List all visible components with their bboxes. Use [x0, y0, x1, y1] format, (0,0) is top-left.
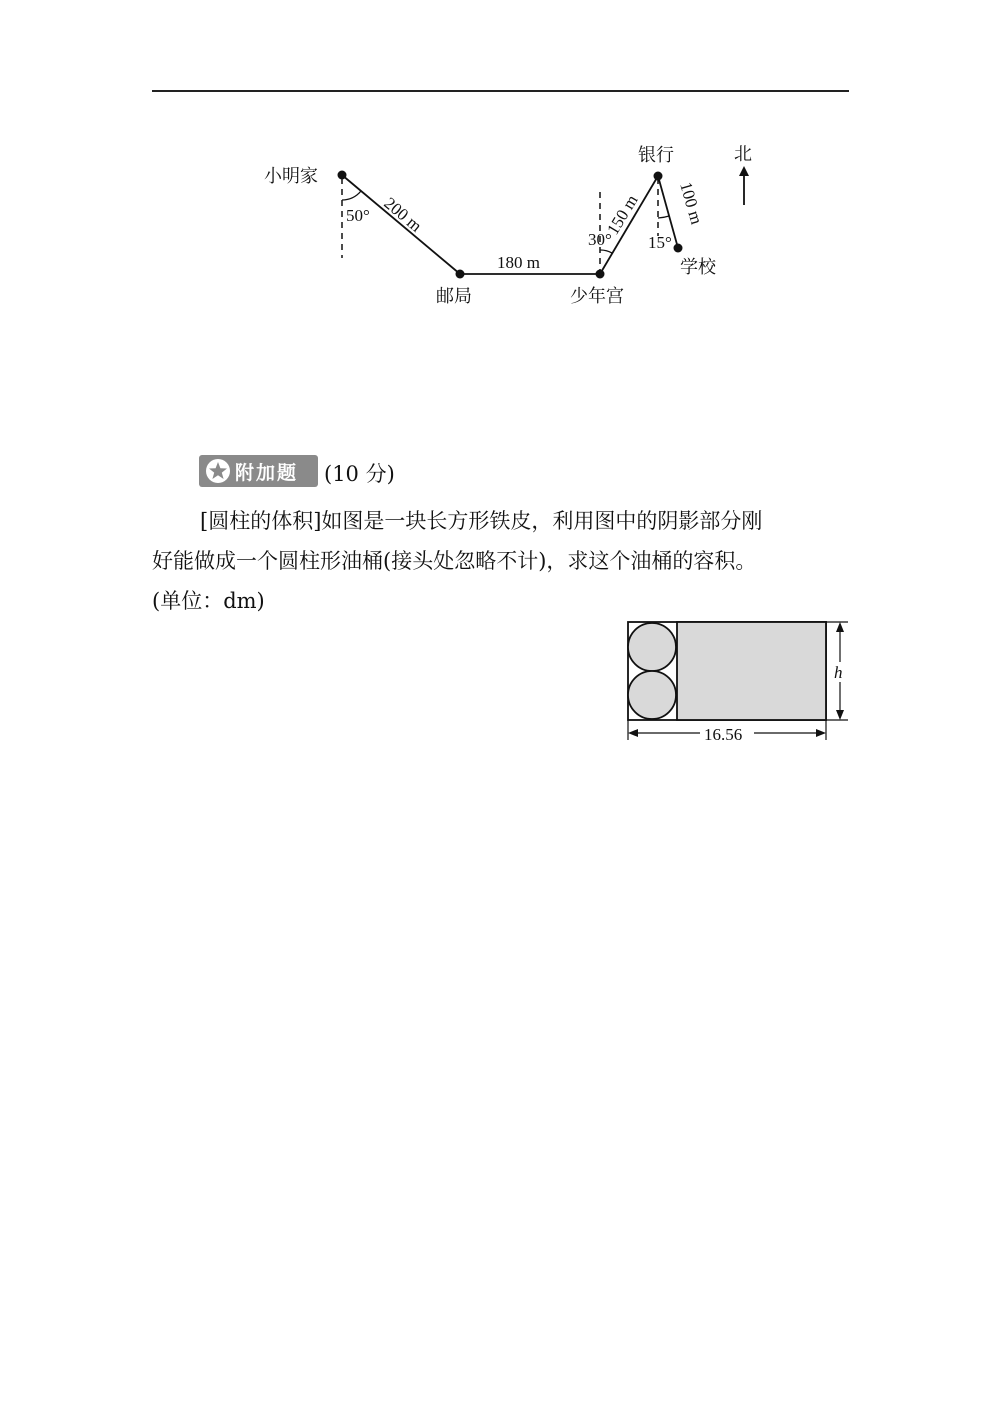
shaded-rectangle: [677, 622, 826, 720]
label-angle-home: 50°: [346, 206, 370, 225]
label-dist-bank-school: 100 m: [676, 179, 707, 227]
shaded-circle-top: [628, 623, 676, 671]
bonus-score: (10 分): [324, 462, 395, 486]
width-arrow-right: [816, 729, 826, 737]
height-label: h: [834, 663, 843, 682]
label-post-office: 邮局: [436, 286, 472, 307]
label-school: 学校: [680, 257, 716, 278]
width-arrow-left: [628, 729, 638, 737]
label-youth-palace: 少年宫: [570, 286, 624, 307]
question-line-1: [圆柱的体积]如图是一块长方形铁皮，利用图中的阴影部分刚: [200, 509, 763, 533]
label-home: 小明家: [264, 166, 318, 187]
bonus-badge-label: 附加题: [235, 461, 299, 484]
label-north: 北: [734, 144, 752, 165]
height-arrow-bottom: [836, 710, 844, 720]
shaded-circle-bottom: [628, 671, 676, 719]
label-angle-bank: 15°: [648, 233, 672, 252]
label-dist-post-palace: 180 m: [497, 253, 540, 272]
width-label: 16.56: [704, 725, 743, 744]
label-bank: 银行: [638, 145, 674, 166]
height-arrow-top: [836, 622, 844, 632]
label-angle-palace: 30°: [588, 230, 612, 249]
question-line-3: (单位：dm): [152, 589, 265, 613]
label-dist-palace-bank: 150 m: [603, 191, 642, 239]
question-line-2: 好能做成一个圆柱形油桶(接头处忽略不计)，求这个油桶的容积。: [152, 549, 757, 573]
label-dist-home-post: 200 m: [380, 193, 426, 236]
